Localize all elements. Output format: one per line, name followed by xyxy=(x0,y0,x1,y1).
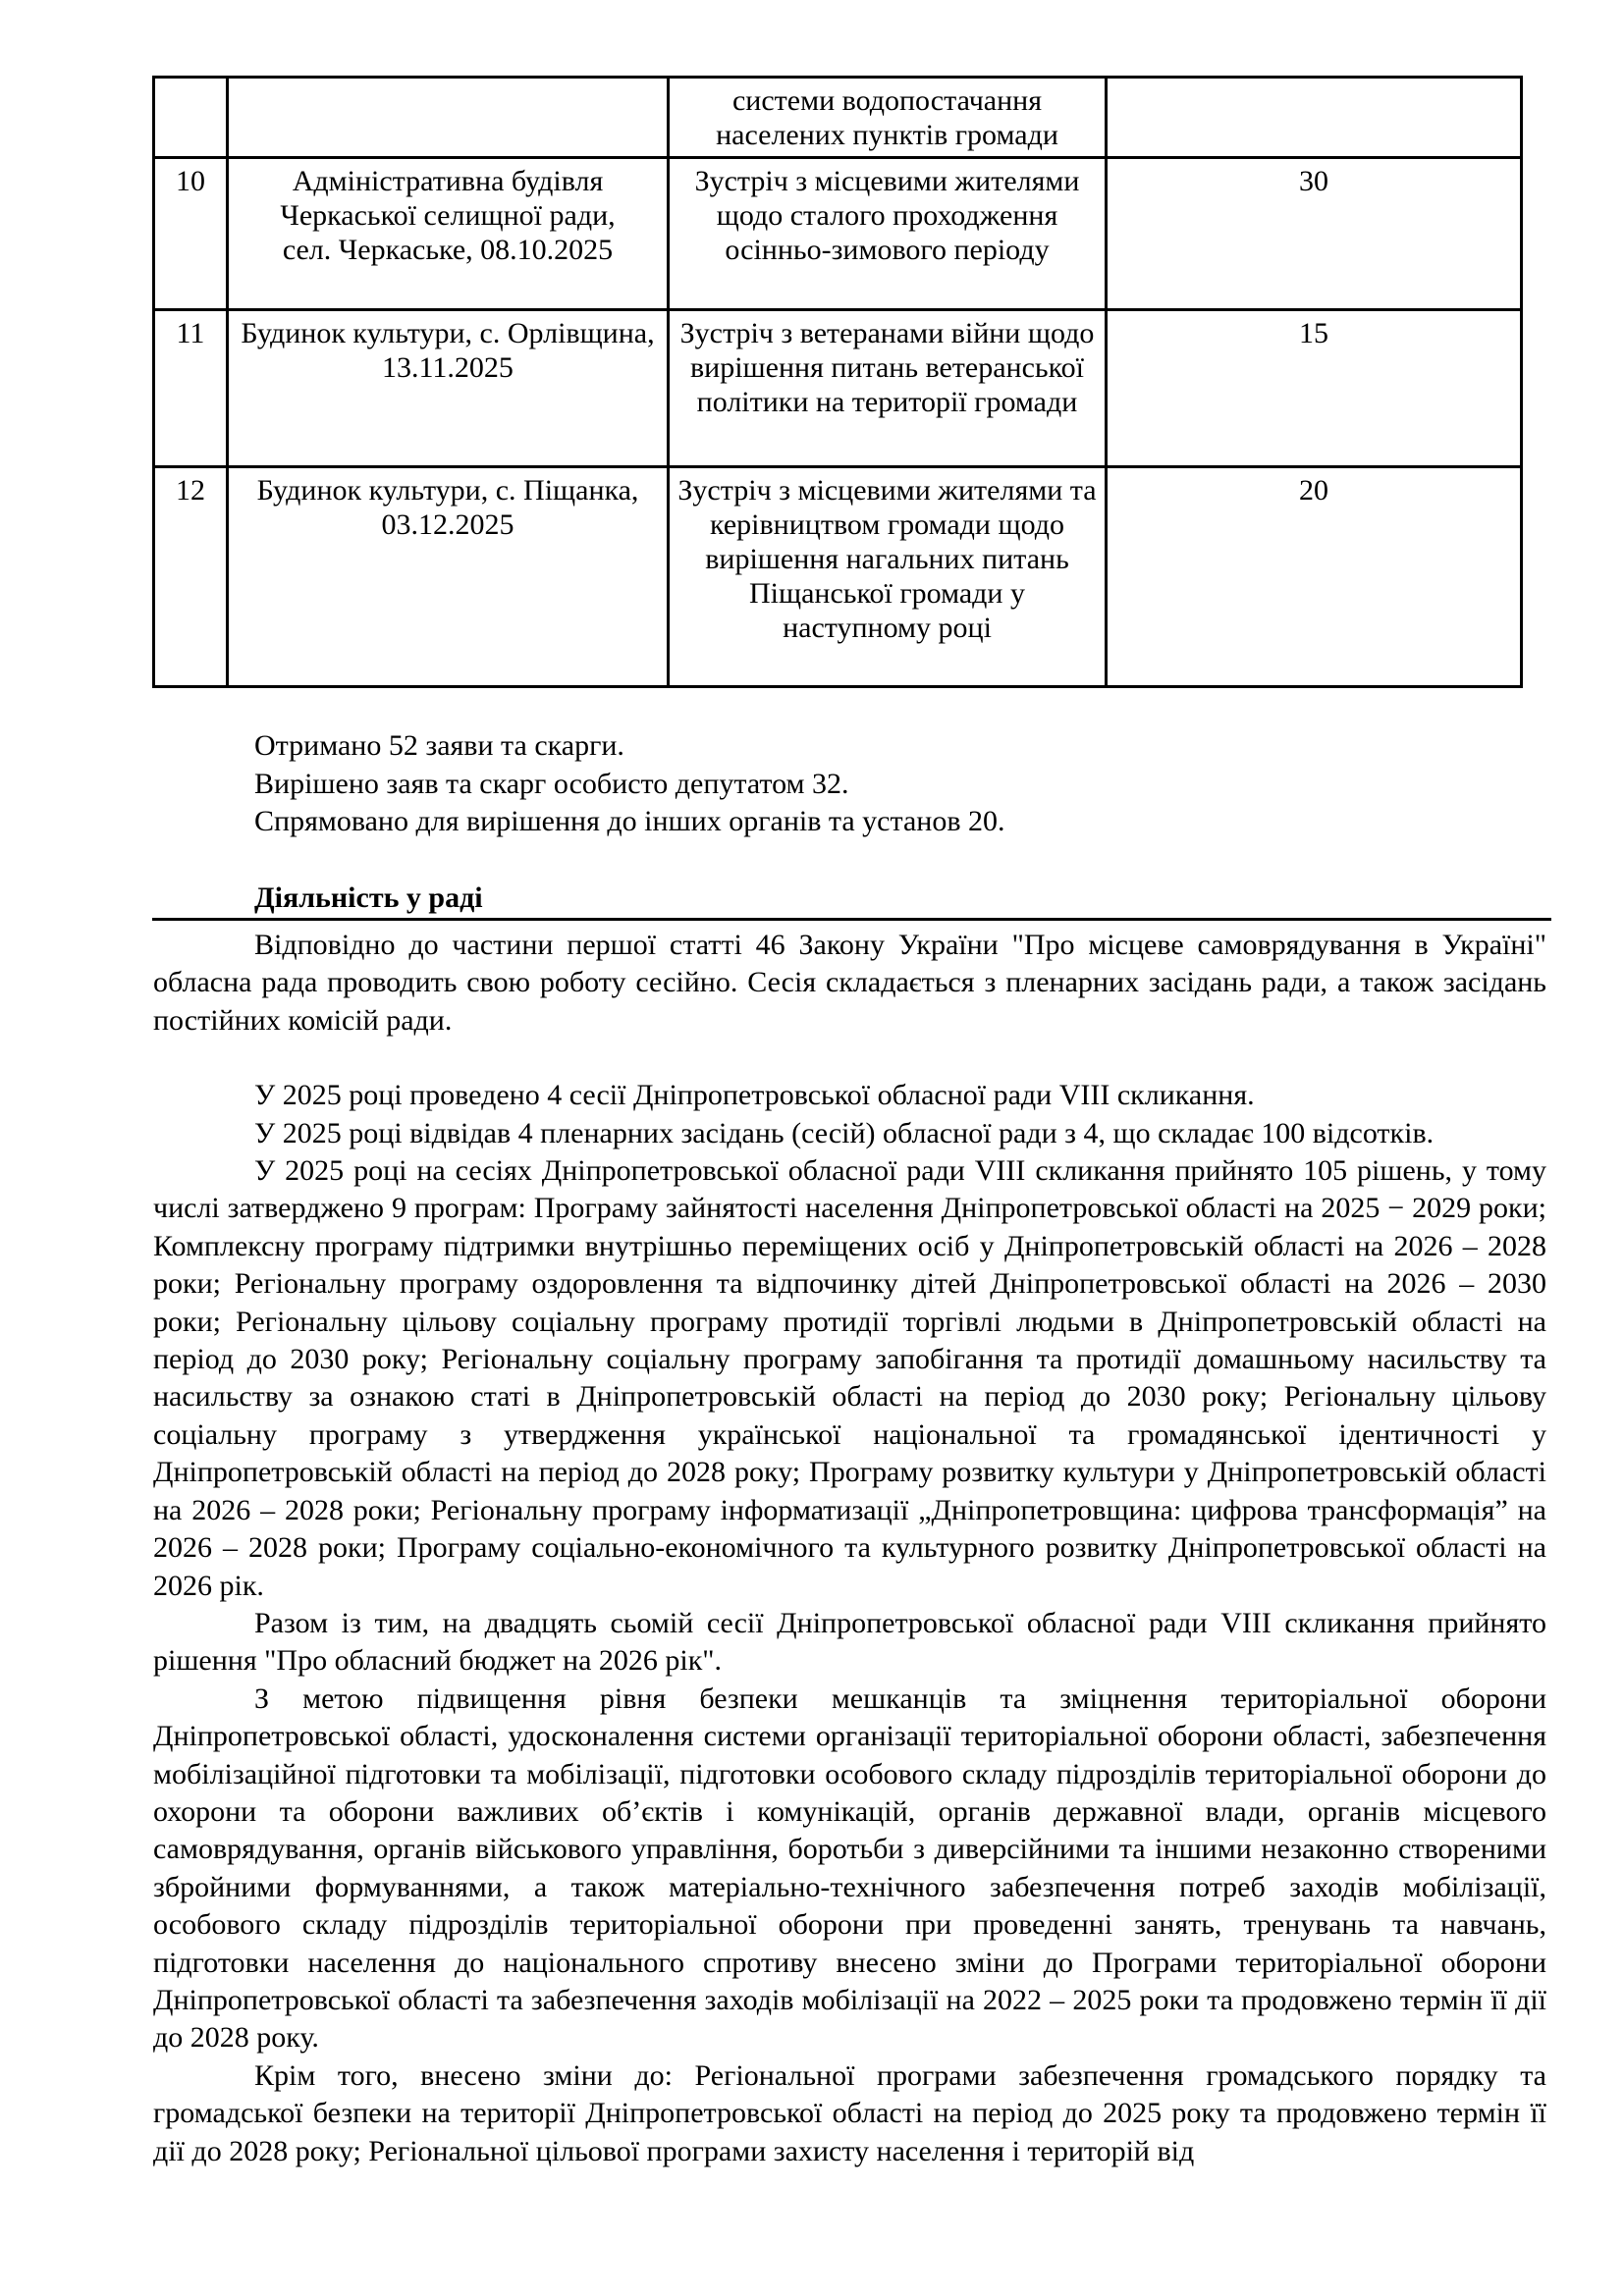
table-row xyxy=(154,310,1522,467)
cell-location: Адміністративна будівля Черкаської селищної ради, сел. Черкаське, 08.10.2025 xyxy=(228,158,669,310)
paragraph-sessions-held: У 2025 році проведено 4 сесії Дніпропетровської обласної ради VIII скликання. xyxy=(254,1079,1255,1112)
cell-row-number: 10 xyxy=(154,158,228,310)
appeals-stats xyxy=(254,727,1005,841)
stats-line-resolved: Вирішено заяв та скарг особисто депутатом 32. xyxy=(254,767,849,800)
section-divider-rule xyxy=(152,918,1551,921)
cell-participants: 30 xyxy=(1107,158,1522,310)
paragraph-session-law: Відповідно до частини першої статті 46 Закону України "Про місцеве самоврядування в Україні" обласна рада проводить свою роботу сесійно. Сесія складається з пленарних засідань ради, а також засідань постійних комісій ради. xyxy=(153,929,1546,1037)
cell-participants xyxy=(1107,78,1522,158)
meetings-table xyxy=(152,76,1523,688)
cell-participants: 20 xyxy=(1107,467,1522,687)
body-text xyxy=(153,927,1546,2170)
cell-topic: Зустріч з ветеранами війни щодо вирішення питань ветеранської політики на території громади xyxy=(669,310,1107,467)
cell-participants: 15 xyxy=(1107,310,1522,467)
paragraph-program-amendments: Крім того, внесено зміни до: Регіональної програми забезпечення громадського порядку та громадської безпеки на території Дніпропетровської області на період до 2025 року та продовжено термін її дії до 2028 року; Регіональної цільової програми захисту населення і територій від xyxy=(153,2058,1546,2167)
cell-location xyxy=(228,78,669,158)
stats-line-forwarded: Спрямовано для вирішення до інших органів та установ 20. xyxy=(254,805,1005,838)
table-row xyxy=(154,467,1522,687)
section-heading: Діяльність у раді xyxy=(254,881,483,914)
stats-line-received: Отримано 52 заяви та скарги. xyxy=(254,729,624,762)
cell-row-number: 11 xyxy=(154,310,228,467)
table-row xyxy=(154,158,1522,310)
cell-location: Будинок культури, с. Орлівщина, 13.11.2025 xyxy=(228,310,669,467)
cell-row-number: 12 xyxy=(154,467,228,687)
paragraph-decisions-programs: У 2025 році на сесіях Дніпропетровської обласної ради VIII скликання прийнято 105 рішень, у тому числі затверджено 9 програм: Програму зайнятості населення Дніпропетровської області на 2025 − 2029 роки; Комплексну програму підтримки внутрішньо переміщених осіб у Дніпропетровській області на 2026 – 2028 роки; Регіональну програму оздоровлення та відпочинку дітей Дніпропетровської області на 2026 – 2030 роки; Регіональну цільову соціальну програму протидії торгівлі людьми в Дніпропетровській області на період до 2030 року; Регіональну соціальну програму запобігання та протидії домашньому насильству та насильству за ознакою статі в Дніпропетровській області на період до 2030 року; Регіональну цільову соціальну програму з утвердження української національної та громадянської ідентичності у Дніпропетровській області на період до 2028 року; Програму розвитку культури у Дніпропетровській області на 2026 – 2028 роки; Регіональну програму інформатизації „Дніпропетровщина: цифрова трансформація” на 2026 – 2028 роки; Програму соціально-економічного та культурного розвитку Дніпропетровської області на 2026 рік. xyxy=(153,1154,1546,1602)
cell-topic: системи водопостачання населених пунктів громади xyxy=(669,78,1107,158)
cell-location: Будинок культури, с. Піщанка, 03.12.2025 xyxy=(228,467,669,687)
paragraph-attendance: У 2025 році відвідав 4 пленарних засідань (сесій) обласної ради з 4, що складає 100 відсотків. xyxy=(254,1116,1435,1149)
paragraph-territorial-defense: З метою підвищення рівня безпеки мешканців та зміцнення територіальної оборони Дніпропетровської області, удосконалення системи організації територіальної оборони області, забезпечення мобілізаційної підготовки та мобілізації, підготовки особового складу підрозділів територіальної оборони до охорони та оборони важливих об’єктів і комунікацій, органів державної влади, органів місцевого самоврядування, органів військового управління, боротьби з диверсійними та іншими незаконно створеними збройними формуваннями, а також матеріально-технічного забезпечення потреб заходів мобілізації, особового складу підрозділів територіальної оборони при проведенні занять, тренувань та навчань, підготовки населення до національного спротиву внесено зміни до Програми територіальної оборони Дніпропетровської області та забезпечення заходів мобілізації на 2022 – 2025 роки та продовжено термін її дії до 2028 року. xyxy=(153,1682,1546,2055)
cell-topic: Зустріч з місцевими жителями та керівництвом громади щодо вирішення нагальних питань Піщанської громади у наступному році xyxy=(669,467,1107,687)
cell-topic: Зустріч з місцевими жителями щодо сталого проходження осінньо-зимового періоду xyxy=(669,158,1107,310)
cell-row-number xyxy=(154,78,228,158)
table-row xyxy=(154,78,1522,158)
paragraph-budget-decision: Разом із тим, на двадцять сьомій сесії Дніпропетровської обласної ради VIII скликання прийнято рішення "Про обласний бюджет на 2026 рік". xyxy=(153,1606,1546,1678)
